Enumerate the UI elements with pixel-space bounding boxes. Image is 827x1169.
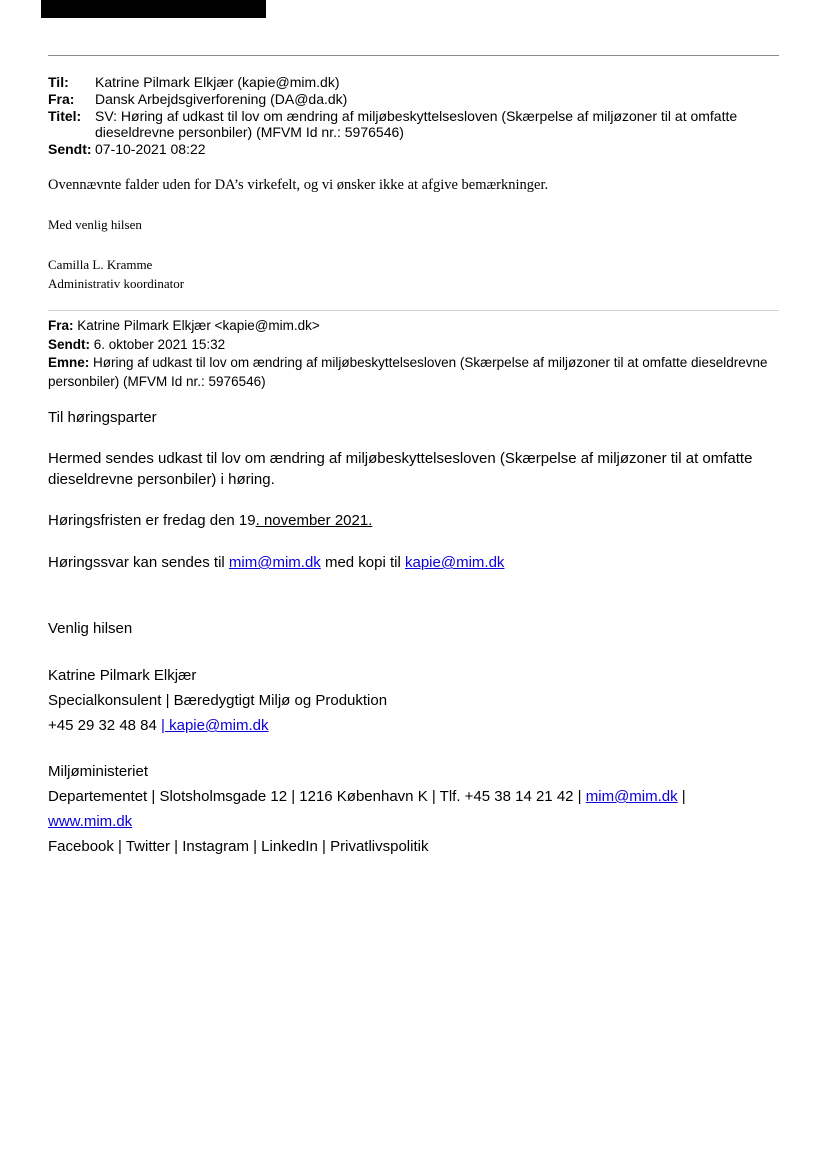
reply-instructions bbox=[48, 552, 779, 573]
signature-email-link[interactable]: | kapie@mim.dk bbox=[161, 717, 269, 734]
org-email-link[interactable]: mim@mim.dk bbox=[585, 788, 678, 805]
reply-body: Ovennævnte falder uden for DA’s virkefelt, og vi ønsker ikke at afgive bemærkninger. bbox=[48, 177, 549, 193]
reply-greeting: Med venlig hilsen bbox=[48, 217, 142, 232]
org-address bbox=[48, 784, 779, 809]
forward-divider bbox=[48, 310, 779, 311]
fwd-sent-label: Sendt: bbox=[48, 336, 90, 352]
to-value: Katrine Pilmark Elkjær (kapie@mim.dk) bbox=[95, 74, 340, 90]
to-row bbox=[48, 74, 779, 90]
fwd-sent-value: 6. oktober 2021 15:32 bbox=[93, 336, 226, 352]
org-name: Miljøministeriet bbox=[48, 763, 149, 780]
from-label: Fra: bbox=[48, 91, 75, 107]
title-value: SV: Høring af udkast til lov om ændring af miljøbeskyttelsesloven (Skærpelse af miljøzoner til at omfatte dieseldrevne personbiler) (MFVM Id nr.: 5976546) bbox=[95, 108, 738, 140]
sent-value: 07-10-2021 08:22 bbox=[95, 141, 206, 157]
sent-row bbox=[48, 141, 779, 157]
org-separator: | bbox=[677, 788, 686, 805]
reply-email-link[interactable]: mim@mim.dk bbox=[228, 554, 321, 571]
signature-contact bbox=[48, 713, 779, 738]
deadline-prefix: Høringsfristen er fredag den 19 bbox=[48, 512, 256, 529]
org-website-row bbox=[48, 809, 779, 834]
title-row bbox=[48, 108, 779, 140]
signature-block bbox=[48, 663, 779, 738]
deadline-date: . november 2021. bbox=[255, 512, 373, 529]
cc-email-link[interactable]: kapie@mim.dk bbox=[405, 554, 505, 571]
fwd-subject-value: Høring af udkast til lov om ændring af miljøbeskyttelsesloven (Skærpelse af miljøzoner til at omfatte dieseldrevne personbiler) (MFVM Id nr.: 5976546) bbox=[48, 355, 768, 389]
deadline-paragraph bbox=[48, 510, 779, 531]
header-divider bbox=[48, 55, 779, 56]
organization-block bbox=[48, 759, 779, 859]
social-links: Facebook | Twitter | Instagram | LinkedIn | Privatlivspolitik bbox=[48, 838, 429, 855]
org-address-text: Departementet | Slotsholmsgade 12 | 1216 København K | Tlf. +45 38 14 21 42 | bbox=[48, 788, 586, 805]
reply-prefix: Høringssvar kan sendes til bbox=[48, 554, 229, 571]
signature-name: Katrine Pilmark Elkjær bbox=[48, 667, 197, 684]
redaction-bar bbox=[41, 0, 266, 18]
email-header bbox=[48, 74, 779, 158]
fwd-from-value: Katrine Pilmark Elkjær <kapie@mim.dk> bbox=[77, 318, 320, 333]
reply-middle: med kopi til bbox=[320, 554, 405, 571]
signature-role: Specialkonsulent | Bæredygtigt Miljø og Produktion bbox=[48, 692, 388, 709]
salutation: Til høringsparter bbox=[48, 409, 157, 426]
website-link[interactable]: www.mim.dk bbox=[48, 813, 133, 830]
from-row bbox=[48, 91, 779, 107]
forwarded-header bbox=[48, 317, 779, 391]
fwd-sent-row bbox=[48, 336, 779, 355]
fwd-from-label: Fra: bbox=[48, 318, 74, 333]
reply-sig-title: Administrativ koordinator bbox=[48, 276, 185, 291]
to-label: Til: bbox=[48, 74, 69, 90]
title-label: Titel: bbox=[48, 108, 82, 124]
reply-sig-name: Camilla L. Kramme bbox=[48, 257, 153, 272]
reply-signature bbox=[48, 255, 184, 293]
fwd-from-row bbox=[48, 317, 779, 336]
fwd-subject-label: Emne: bbox=[48, 355, 90, 370]
fwd-subject-row bbox=[48, 354, 779, 391]
from-value: Dansk Arbejdsgiverforening (DA@da.dk) bbox=[95, 91, 348, 107]
intro-paragraph: Hermed sendes udkast til lov om ændring af miljøbeskyttelsesloven (Skærpelse af miljøzoner til at omfatte dieseldrevne personbiler) i høring. bbox=[48, 450, 753, 488]
closing: Venlig hilsen bbox=[48, 620, 133, 637]
signature-phone: +45 29 32 48 84 bbox=[48, 717, 162, 734]
sent-label: Sendt: bbox=[48, 141, 92, 157]
